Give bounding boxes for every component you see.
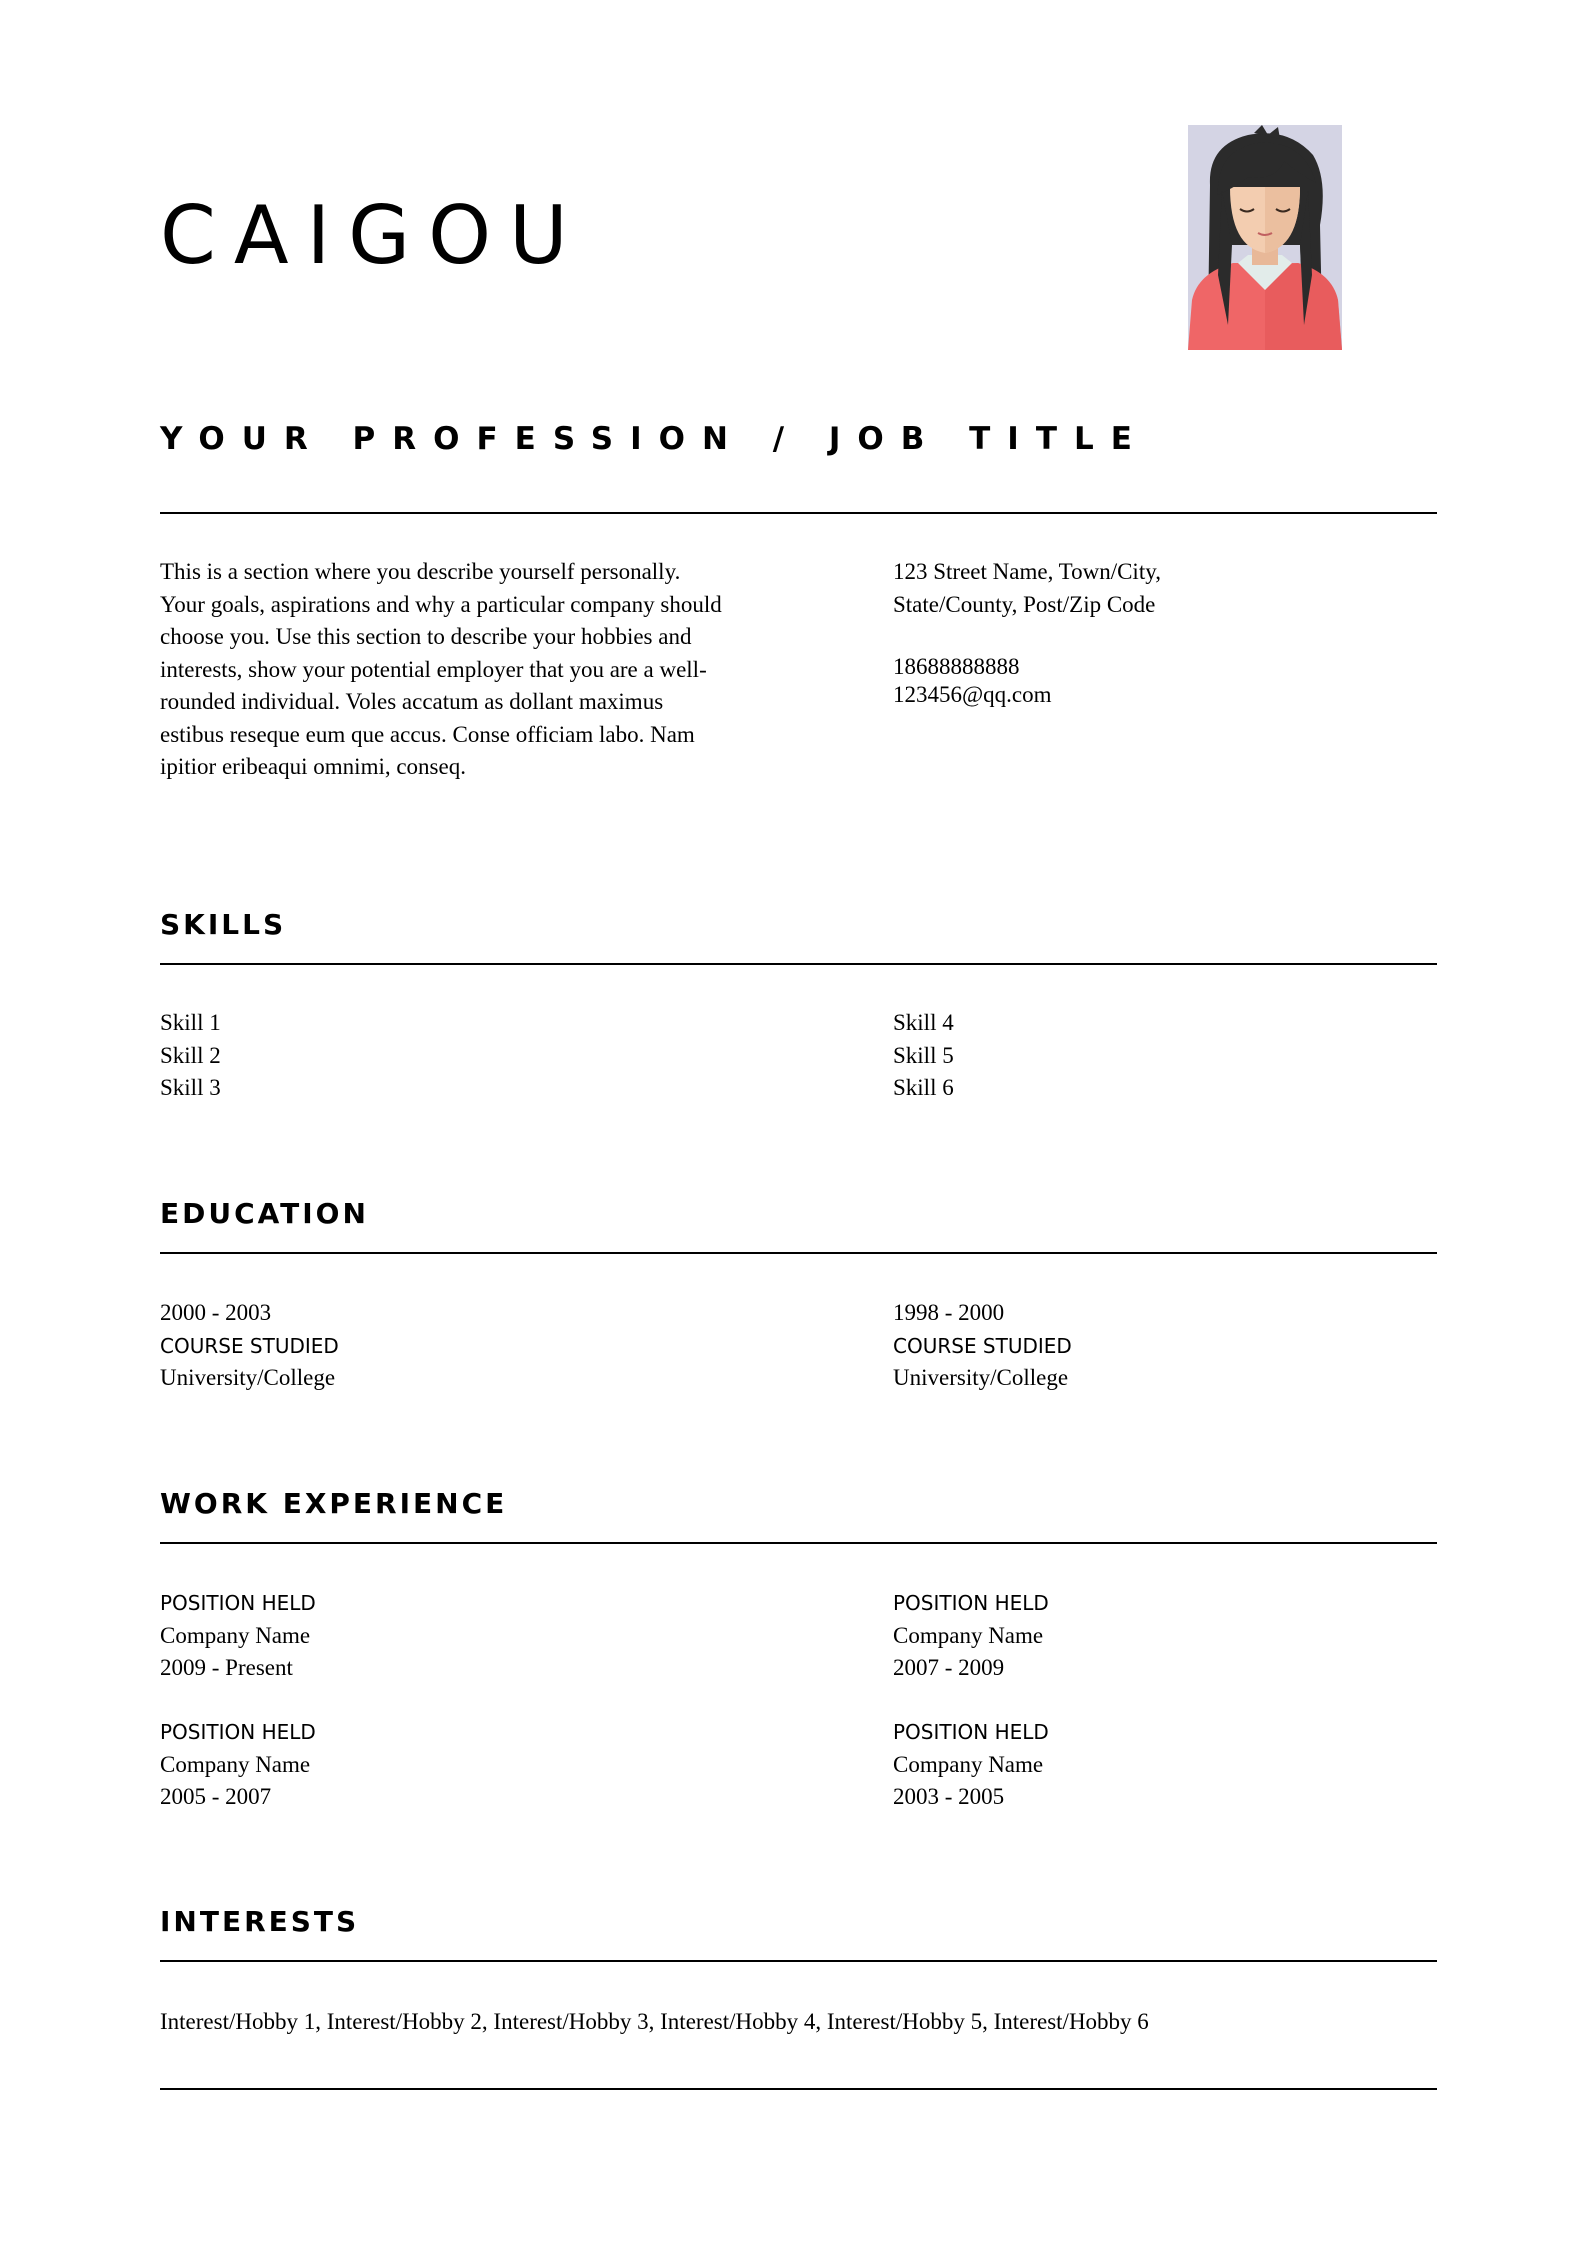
skills-heading: SKILLS	[160, 908, 287, 941]
divider	[160, 1542, 1437, 1544]
contact-block	[893, 556, 1161, 709]
position-held: POSITION HELD	[160, 1591, 316, 1615]
divider	[160, 1960, 1437, 1962]
interests-heading: INTERESTS	[160, 1905, 360, 1938]
course-studied: COURSE STUDIED	[893, 1333, 1072, 1358]
work-entry	[893, 1587, 1049, 1685]
skills-list-left	[160, 1007, 221, 1105]
work-entry	[160, 1587, 316, 1685]
about-text: This is a section where you describe yourself personally. Your goals, aspirations and why a particular company should choose you. Use this section to describe your hobbies and interests, show your potential employer that you are a well-rounded individual. Voles accatum as dollant maximus estibus reseque eum que accus. Conse officiam labo. Nam ipitior eribeaqui omnimi, conseq.	[160, 559, 722, 779]
company-name: Company Name	[893, 1622, 1044, 1648]
school-name: University/College	[160, 1365, 336, 1390]
work-years: 2003 - 2005	[893, 1784, 1005, 1809]
skills-list-right	[893, 1007, 954, 1105]
profile-photo	[1188, 125, 1342, 350]
skill-item: Skill 6	[893, 1075, 954, 1100]
phone-number: 18688888888	[893, 654, 1020, 679]
company-name: Company Name	[160, 1751, 311, 1777]
divider	[160, 512, 1437, 514]
work-years: 2007 - 2009	[893, 1655, 1005, 1680]
education-years: 2000 - 2003	[160, 1300, 272, 1325]
skill-item: Skill 1	[160, 1010, 221, 1035]
divider	[160, 963, 1437, 965]
education-entry	[160, 1297, 339, 1395]
skill-item: Skill 3	[160, 1075, 221, 1100]
position-held: POSITION HELD	[893, 1591, 1049, 1615]
work-entry	[893, 1716, 1049, 1814]
candidate-name: CAIGOU	[160, 189, 586, 282]
school-name: University/College	[893, 1365, 1069, 1390]
avatar-icon	[1188, 125, 1342, 350]
position-held: POSITION HELD	[893, 1720, 1049, 1744]
email-address: 123456@qq.com	[893, 682, 1052, 707]
divider	[160, 2088, 1437, 2090]
interests-text	[160, 2006, 1149, 2039]
work-years: 2005 - 2007	[160, 1784, 272, 1809]
work-experience-heading: WORK EXPERIENCE	[160, 1487, 508, 1520]
education-heading: EDUCATION	[160, 1197, 369, 1230]
work-years: 2009 - Present	[160, 1655, 293, 1680]
company-name: Company Name	[893, 1751, 1044, 1777]
interests-list: Interest/Hobby 1, Interest/Hobby 2, Interest/Hobby 3, Interest/Hobby 4, Interest/Hobby 5, Interest/Hobby 6	[160, 2009, 1149, 2034]
position-held: POSITION HELD	[160, 1720, 316, 1744]
spacer	[893, 621, 1161, 653]
skill-item: Skill 2	[160, 1042, 221, 1068]
education-entry	[893, 1297, 1072, 1395]
education-years: 1998 - 2000	[893, 1300, 1005, 1325]
job-title: YOUR PROFESSION / JOB TITLE	[160, 421, 1149, 457]
divider	[160, 1252, 1437, 1254]
skill-item: Skill 5	[893, 1042, 954, 1068]
skill-item: Skill 4	[893, 1010, 954, 1035]
course-studied: COURSE STUDIED	[160, 1333, 339, 1358]
company-name: Company Name	[160, 1622, 311, 1648]
address-line-2: State/County, Post/Zip Code	[893, 591, 1156, 617]
address-line-1: 123 Street Name, Town/City,	[893, 559, 1161, 584]
work-entry	[160, 1716, 316, 1814]
